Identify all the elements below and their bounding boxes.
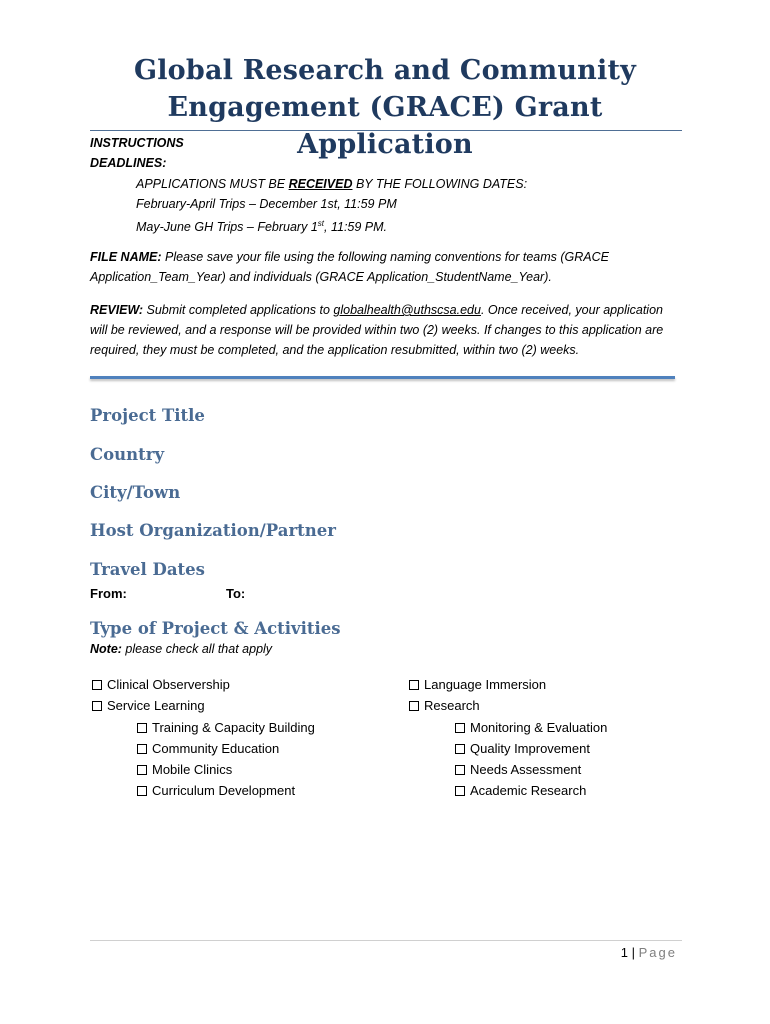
section-divider	[90, 376, 675, 379]
checkbox-label: Language Immersion	[424, 677, 547, 692]
checkbox-research[interactable]	[409, 697, 480, 715]
filename-label: FILE NAME:	[90, 250, 162, 264]
checkbox-icon[interactable]	[137, 723, 147, 733]
checkbox-icon[interactable]	[455, 786, 465, 796]
deadline-feb-april: February-April Trips – December 1st, 11:59 PM	[136, 197, 397, 211]
deadline-2-pre: May-June GH Trips – February 1	[136, 220, 318, 235]
page-separator: |	[628, 945, 639, 960]
checkbox-label: Clinical Observership	[107, 677, 230, 692]
city-heading: City/Town	[90, 483, 181, 502]
note-line	[90, 642, 272, 656]
deadline-intro-post: BY THE FOLLOWING DATES:	[352, 177, 528, 191]
checkbox-community-education[interactable]	[137, 740, 279, 758]
checkbox-icon[interactable]	[409, 680, 419, 690]
checkbox-icon[interactable]	[455, 765, 465, 775]
review-label: REVIEW:	[90, 303, 144, 317]
note-label: Note:	[90, 642, 122, 656]
note-text: please check all that apply	[121, 642, 273, 656]
project-title-heading: Project Title	[90, 406, 205, 425]
checkbox-icon[interactable]	[409, 701, 419, 711]
checkbox-label: Mobile Clinics	[152, 762, 233, 777]
country-heading: Country	[90, 445, 165, 464]
deadline-intro-pre: APPLICATIONS MUST BE	[136, 177, 289, 191]
title-line-1: Global Research and Community	[133, 55, 637, 86]
checkbox-label: Research	[424, 698, 480, 713]
page-footer	[621, 944, 677, 962]
deadline-may-june	[136, 214, 387, 237]
filename-text: Please save your file using the following naming conventions for teams (GRACE Application_Team_Year) and individuals (GRACE Application_StudentName_Year).	[90, 250, 609, 284]
checkbox-icon[interactable]	[137, 744, 147, 754]
checkbox-service-learning[interactable]	[92, 697, 205, 715]
checkbox-label: Academic Research	[470, 783, 587, 798]
checkbox-academic-research[interactable]	[455, 782, 586, 800]
deadline-intro-emphasis: RECEIVED	[288, 177, 353, 191]
checkbox-mobile-clinics[interactable]	[137, 761, 232, 779]
page-number: 1	[620, 945, 629, 960]
deadline-2-sup: st	[317, 219, 325, 228]
checkbox-monitoring-evaluation[interactable]	[455, 719, 607, 737]
filename-paragraph	[90, 247, 680, 287]
checkbox-icon[interactable]	[455, 723, 465, 733]
deadline-intro	[136, 174, 527, 194]
from-label: From:	[90, 586, 127, 601]
instructions-heading: INSTRUCTIONS	[90, 136, 184, 150]
checkbox-label: Quality Improvement	[470, 741, 590, 756]
checkbox-label: Curriculum Development	[152, 783, 296, 798]
checkbox-label: Service Learning	[107, 698, 205, 713]
footer-divider	[90, 940, 682, 941]
checkbox-label: Monitoring & Evaluation	[470, 720, 608, 735]
title-line-2: Engagement (GRACE) Grant Application	[167, 92, 603, 160]
checkbox-language-immersion[interactable]	[409, 676, 546, 694]
travel-dates-heading: Travel Dates	[90, 560, 205, 579]
checkbox-quality-improvement[interactable]	[455, 740, 590, 758]
checkbox-needs-assessment[interactable]	[455, 761, 581, 779]
to-label: To:	[226, 586, 246, 601]
title-divider	[90, 130, 682, 131]
deadline-2-post: , 11:59 PM.	[324, 220, 388, 235]
checkbox-icon[interactable]	[92, 680, 102, 690]
checkbox-label: Training & Capacity Building	[152, 720, 315, 735]
review-pre: Submit completed applications to	[143, 303, 334, 317]
project-type-heading: Type of Project & Activities	[90, 619, 341, 638]
checkbox-label: Needs Assessment	[470, 762, 582, 777]
checkbox-icon[interactable]	[455, 744, 465, 754]
host-organization-heading: Host Organization/Partner	[90, 521, 336, 540]
review-post: . Once received, your application will be reviewed, and a response will be provided within two (2) weeks. If changes to this application are required, they must be completed, and the application resubmitted, within two (2) weeks.	[90, 303, 664, 357]
checkbox-curriculum-development[interactable]	[137, 782, 295, 800]
page-word: Page	[638, 945, 677, 960]
review-paragraph	[90, 300, 680, 360]
checkbox-clinical-observership[interactable]	[92, 676, 230, 694]
checkbox-icon[interactable]	[92, 701, 102, 711]
checkbox-label: Community Education	[152, 741, 280, 756]
deadlines-heading: DEADLINES:	[90, 156, 167, 170]
checkbox-training[interactable]	[137, 719, 315, 737]
review-email-link[interactable]: globalhealth@uthscsa.edu	[333, 303, 481, 317]
checkbox-icon[interactable]	[137, 765, 147, 775]
checkbox-icon[interactable]	[137, 786, 147, 796]
